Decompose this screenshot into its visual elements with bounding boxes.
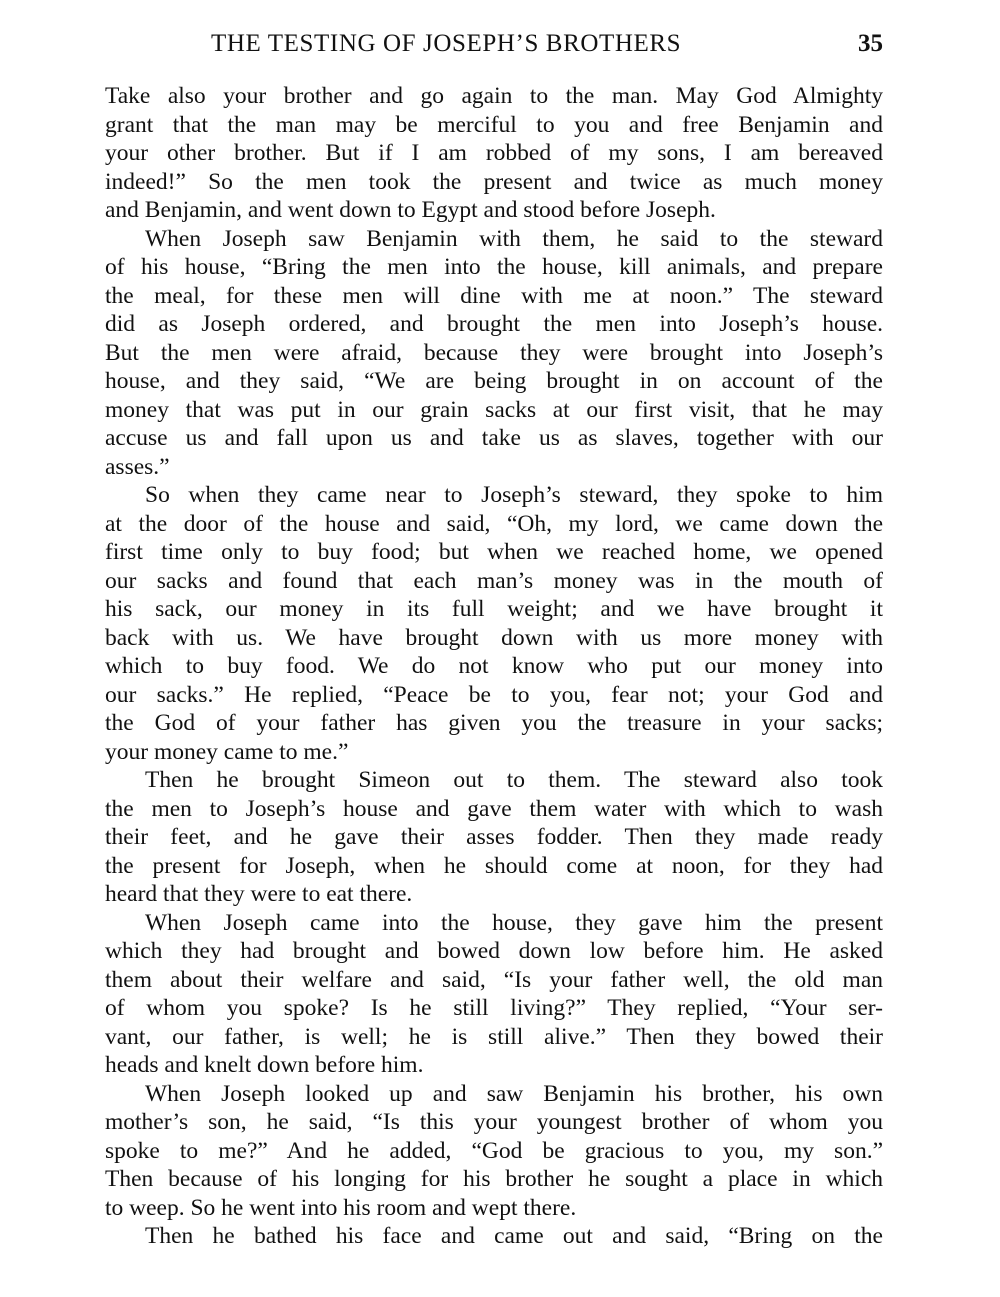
text-line: your money came to me.” — [105, 738, 349, 765]
text-line: their feet, and he gave their asses fodder. Then they made ready — [105, 824, 883, 850]
text-line: the men to Joseph’s house and gave them water with which to wash — [105, 795, 883, 822]
text-line: the present for Joseph, when he should come at noon, for they had — [105, 852, 883, 879]
text-line: your other brother. But if I am robbed of my sons, I am bereaved — [105, 140, 883, 166]
running-head — [105, 30, 883, 64]
paragraph-first-line: When Joseph saw Benjamin with them, he said to the steward — [145, 225, 883, 252]
body-text — [105, 82, 883, 1251]
text-line: them about their welfare and said, “Is your father well, the old man — [105, 966, 883, 993]
text-line: mother’s son, he said, “Is this your youngest brother of whom you — [105, 1109, 883, 1135]
text-line: and Benjamin, and went down to Egypt and stood before Joseph. — [105, 197, 716, 223]
text-line: grant that the man may be merciful to you and free Benjamin and — [105, 111, 883, 138]
text-line: our sacks.” He replied, “Peace be to you, fear not; your God and — [105, 681, 883, 708]
text-line: asses.” — [105, 453, 170, 480]
text-line: But the men were afraid, because they were brought into Joseph’s — [105, 339, 883, 366]
text-line: indeed!” So the men took the present and twice as much money — [105, 168, 883, 195]
text-line: accuse us and fall upon us and take us as slaves, together with our — [105, 425, 883, 451]
paragraph-first-line: Then he brought Simeon out to them. The steward also took — [145, 767, 883, 793]
text-line: of his house, “Bring the men into the house, kill animals, and prepare — [105, 254, 883, 280]
text-line: which they had brought and bowed down low before him. He asked — [105, 938, 883, 964]
text-line: money that was put in our grain sacks at our first visit, that he may — [105, 396, 883, 423]
text-line: did as Joseph ordered, and brought the men into Joseph’s house. — [105, 311, 883, 337]
text-line: Then because of his longing for his brother he sought a place in which — [105, 1166, 883, 1192]
text-line: heads and knelt down before him. — [105, 1052, 424, 1078]
text-line: house, and they said, “We are being brought in on account of the — [105, 368, 883, 394]
text-line: spoke to me?” And he added, “God be gracious to you, my son.” — [105, 1137, 883, 1164]
text-line: his sack, our money in its full weight; and we have brought it — [105, 596, 883, 622]
text-line: the meal, for these men will dine with me at noon.” The steward — [105, 282, 883, 309]
text-line: our sacks and found that each man’s money was in the mouth of — [105, 567, 883, 594]
text-line: Take also your brother and go again to the man. May God Almighty — [105, 83, 883, 109]
text-line: heard that they were to eat there. — [105, 881, 413, 907]
text-line: of whom you spoke? Is he still living?” They replied, “Your ser- — [105, 995, 883, 1021]
text-line: first time only to buy food; but when we reached home, we opened — [105, 539, 883, 565]
text-line: back with us. We have brought down with us more money with — [105, 624, 883, 651]
paragraph-first-line: When Joseph looked up and saw Benjamin his brother, his own — [145, 1080, 883, 1107]
paragraph-first-line: So when they came near to Joseph’s steward, they spoke to him — [145, 482, 883, 508]
chapter-title: THE TESTING OF JOSEPH’S BROTHERS — [211, 30, 682, 57]
text-line: at the door of the house and said, “Oh, my lord, we came down the — [105, 510, 883, 537]
text-line: to weep. So he went into his room and wept there. — [105, 1194, 577, 1221]
paragraph-first-line: Then he bathed his face and came out and said, “Bring on the — [145, 1223, 883, 1249]
text-line: the God of your father has given you the treasure in your sacks; — [105, 710, 883, 736]
page-number: 35 — [858, 30, 883, 57]
text-line: vant, our father, is well; he is still alive.” Then they bowed their — [105, 1023, 883, 1050]
text-line: which to buy food. We do not know who put our money into — [105, 653, 883, 679]
paragraph-first-line: When Joseph came into the house, they gave him the present — [145, 909, 883, 936]
